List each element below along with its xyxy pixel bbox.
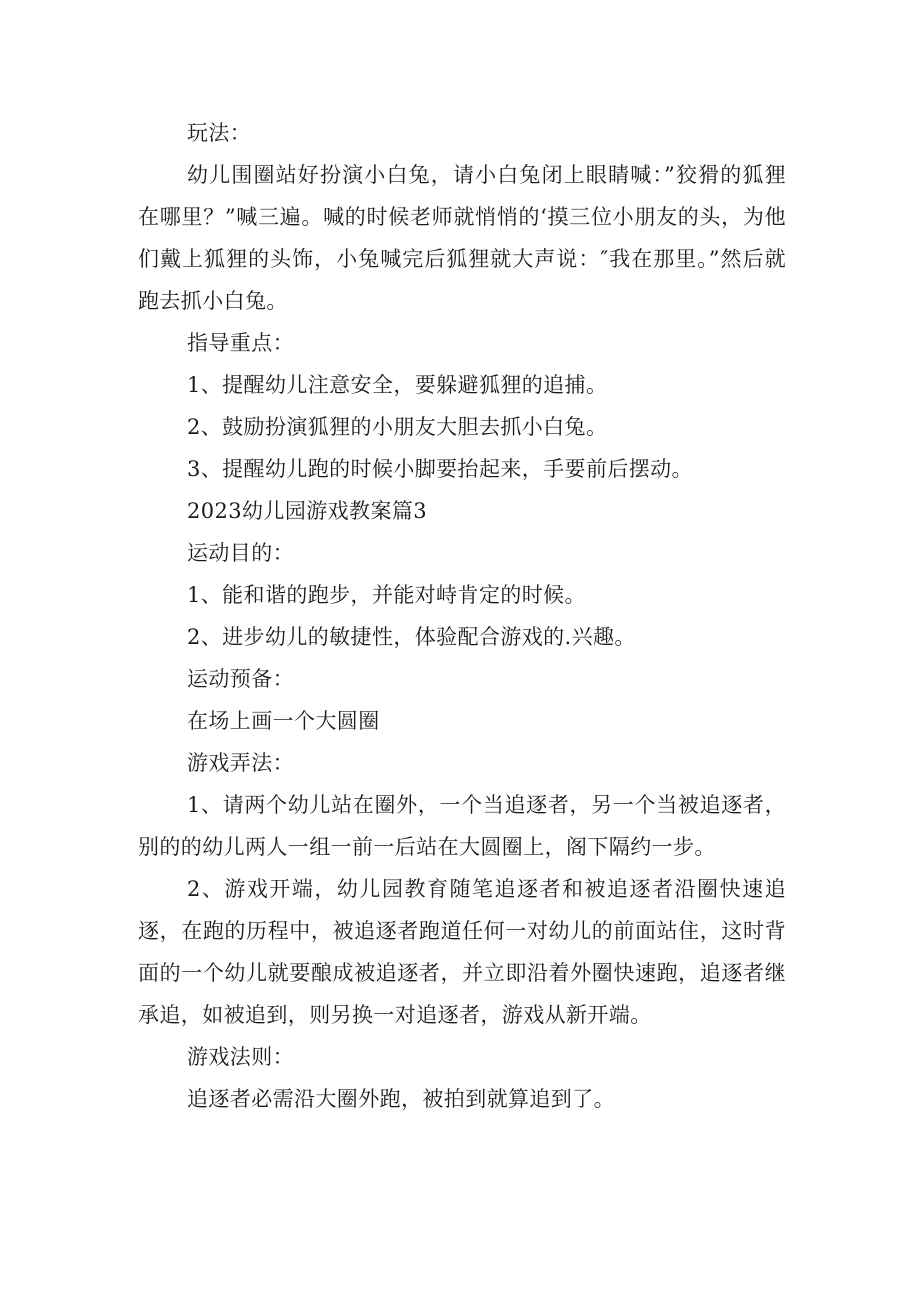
- paragraph-goal-item-2: 2、进步幼儿的敏捷性，体验配合游戏的.兴趣。: [187, 625, 636, 649]
- paragraph-guidance-heading: 指导重点：: [187, 331, 294, 355]
- paragraph-prep-heading: 运动预备：: [187, 667, 294, 691]
- paragraph-method-item-2: 2、游戏开端，幼儿园教育随笔追逐者和被追逐者沿圈快速追逐，在跑的历程中，被追逐者跑道任何一对幼儿的前面站住，这时背面的一个幼儿就要酿成被追逐者，并立即沿着外圈快速跑，追逐者继承追，如被追到，则另换一对追逐者，游戏从新开端。: [138, 877, 786, 1027]
- paragraph-play-heading: 玩法：: [187, 121, 252, 145]
- section-title: 2023幼儿园游戏教案篇3: [187, 499, 428, 523]
- paragraph-guidance-item-1: 1、提醒幼儿注意安全，要躲避狐狸的追捕。: [187, 373, 608, 397]
- paragraph-prep-text: 在场上画一个大圆圈: [187, 709, 380, 733]
- paragraph-rules-heading: 游戏法则：: [187, 1045, 294, 1069]
- paragraph-goal-item-1: 1、能和谐的跑步，并能对峙肯定的时候。: [187, 583, 586, 607]
- paragraph-guidance-item-2: 2、鼓励扮演狐狸的小朋友大胆去抓小白兔。: [187, 415, 608, 439]
- document-body: [138, 112, 786, 1120]
- paragraph-play-description: 幼儿围圈站好扮演小白兔，请小白兔闭上眼睛喊：”狡猾的狐狸在哪里？”喊三遍。喊的时候老师就悄悄的‘摸三位小朋友的头，为他们戴上狐狸的头饰，小兔喊完后狐狸就大声说：″我在那里。”然后就跑去抓小白兔。: [138, 163, 786, 313]
- paragraph-rules-text: 追逐者必需沿大圈外跑，被拍到就算追到了。: [187, 1087, 615, 1111]
- paragraph-goal-heading: 运动目的：: [187, 541, 294, 565]
- paragraph-guidance-item-3: 3、提醒幼儿跑的时候小脚要抬起来，手要前后摆动。: [187, 457, 693, 481]
- paragraph-method-heading: 游戏弄法：: [187, 751, 294, 775]
- paragraph-method-item-1: 1、请两个幼儿站在圈外，一个当追逐者，另一个当被追逐者，别的的幼儿两人一组一前一后站在大圆圈上，阁下隔约一步。: [138, 793, 786, 859]
